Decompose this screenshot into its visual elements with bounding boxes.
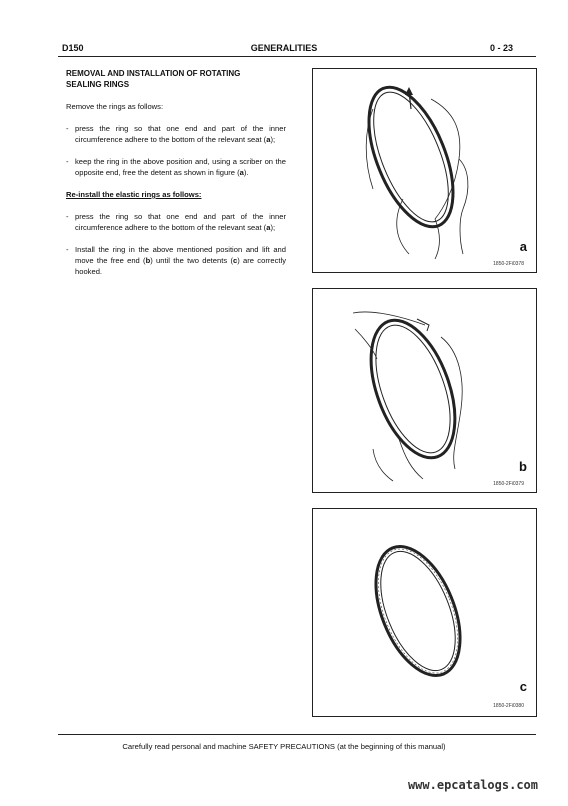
watermark: www.epcatalogs.com [407, 778, 538, 792]
figure-ref: a [266, 135, 271, 144]
step-text-middle: ) until the two detents ( [150, 256, 233, 265]
figure-code: 1850-2Fi0379 [493, 481, 524, 487]
section-title-line-1: REMOVAL AND INSTALLATION OF ROTATING [66, 69, 241, 78]
reinstall-heading: Re-install the elastic rings as follows: [66, 190, 202, 199]
list-item [66, 123, 286, 145]
section-title [66, 68, 286, 90]
section-title-line-2: SEALING RINGS [66, 80, 130, 89]
step-text: press the ring so that one end and part of the inner circumference adhere to the bottom of the relevant seat ( [75, 212, 286, 232]
step-text: press the ring so that one end and part of the inner circumference adhere to the bottom of the relevant seat ( [75, 124, 286, 144]
instructions-column [66, 68, 286, 288]
figure-c [312, 508, 537, 717]
list-dash: - [66, 124, 69, 133]
ring-installed-illustration [313, 509, 536, 716]
list-dash: - [66, 245, 69, 254]
figure-ref: b [145, 256, 151, 265]
figure-code: 1850-2Fi0378 [493, 261, 524, 267]
step-text-end: ); [270, 223, 276, 232]
page-number: 0 - 23 [489, 43, 513, 53]
figure-letter: c [519, 679, 527, 694]
step-text: Install the ring in the above mentioned position and lift and move the free end ( [75, 245, 286, 265]
figure-letter: a [519, 239, 527, 254]
list-dash: - [66, 157, 69, 166]
ring-installation-illustration [313, 289, 536, 492]
footer-rule [58, 734, 536, 735]
step-text-end: ). [243, 168, 249, 177]
chapter-title: GENERALITIES [250, 43, 318, 53]
ring-removal-illustration [313, 69, 536, 272]
figure-b [312, 288, 537, 493]
list-item [66, 156, 286, 178]
manual-model: D150 [62, 43, 84, 53]
figure-ref: a [239, 168, 244, 177]
step-text: keep the ring in the above position and, using a scriber on the opposite end, free the detent as shown in figure ( [75, 157, 286, 177]
safety-footer: Carefully read personal and machine SAFETY PRECAUTIONS (at the beginning of this manual) [122, 742, 446, 751]
intro-text: Remove the rings as follows: [66, 102, 164, 111]
figure-code: 1850-2Fi0380 [493, 703, 524, 709]
header-rule [58, 56, 536, 57]
figure-ref: a [266, 223, 271, 232]
step-text-end: ) are correctly hooked. [75, 256, 287, 276]
figure-ref: c [232, 256, 238, 265]
list-item [66, 244, 286, 277]
list-item [66, 211, 286, 233]
figure-letter: b [519, 459, 527, 474]
figure-a [312, 68, 537, 273]
list-dash: - [66, 212, 69, 221]
step-text-end: ); [270, 135, 276, 144]
